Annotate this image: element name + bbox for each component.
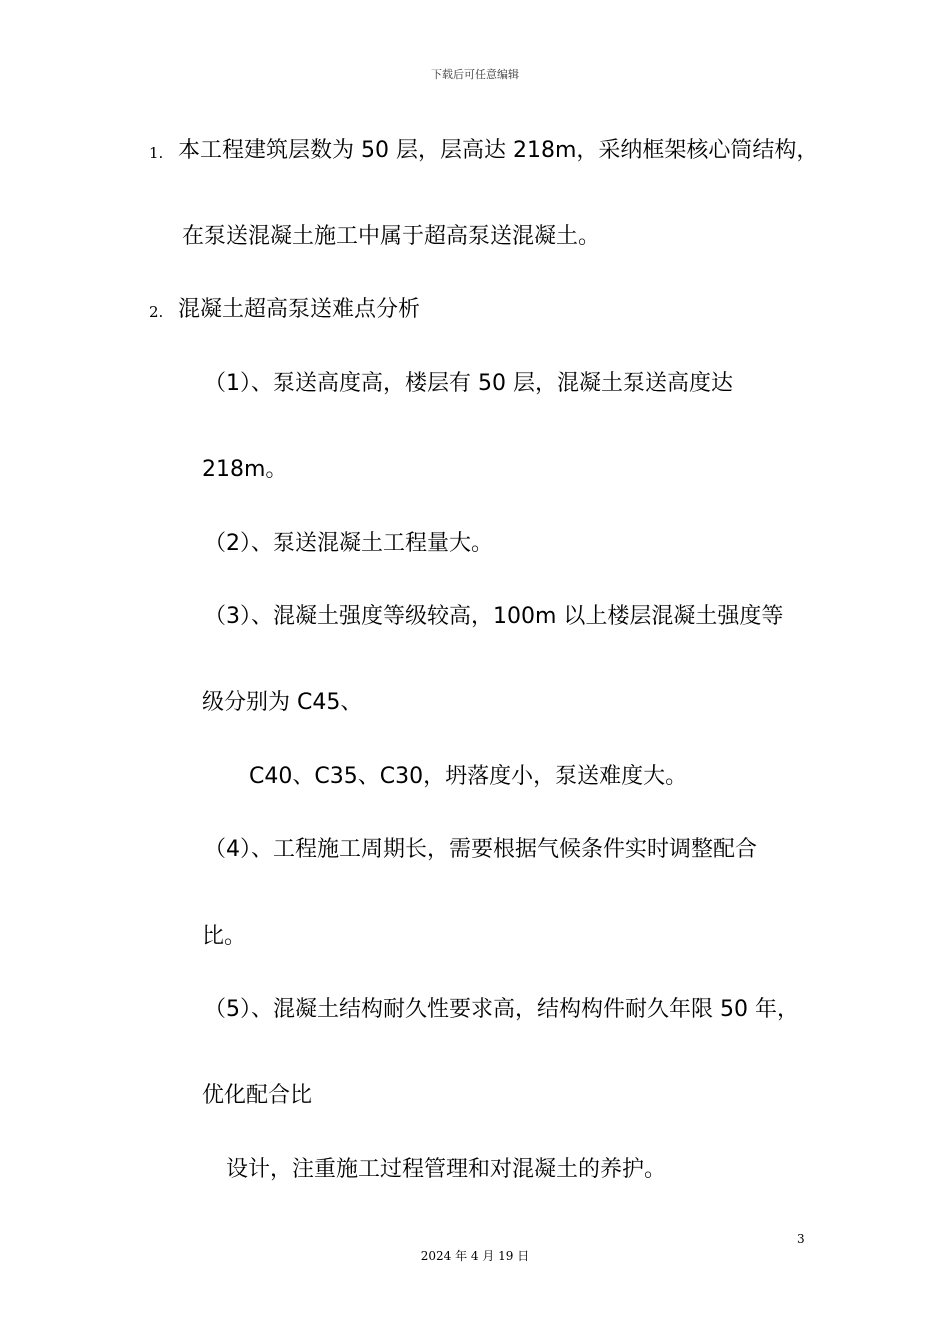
list-number-2: 2. (149, 303, 164, 321)
list-item-1-text: 本工程建筑层数为 50 层，层高达 218m，采纳框架核心筒结构， (178, 138, 819, 163)
point-3-line-3: C40、C35、C30，坍落度小，泵送难度大。 (249, 764, 688, 789)
point-4-line-1: （4）、工程施工周期长，需要根据气候条件实时调整配合 (204, 837, 757, 862)
point-1-line-1: （1）、泵送高度高，楼层有 50 层，混凝土泵送高度达 (204, 371, 733, 396)
point-3-line-1: （3）、混凝土强度等级较高，100m 以上楼层混凝土强度等 (204, 604, 784, 629)
point-5-line-1: （5）、混凝土结构耐久性要求高，结构构件耐久年限 50 年， (204, 997, 799, 1022)
page-header: 下载后可任意编辑 (431, 68, 519, 81)
page-number: 3 (797, 1232, 805, 1246)
list-item-1-continuation: 在泵送混凝土施工中属于超高泵送混凝土。 (182, 224, 601, 249)
point-5-line-2: 优化配合比 (202, 1083, 313, 1108)
point-3-line-2: 级分别为 C45、 (202, 690, 363, 715)
point-4-line-2: 比。 (202, 924, 247, 949)
page-footer-date: 2024 年 4 月 19 日 (420, 1249, 530, 1263)
point-2-line-1: （2）、泵送混凝土工程量大。 (204, 531, 493, 556)
list-number-1: 1. (149, 144, 164, 162)
point-1-line-2: 218m。 (202, 457, 288, 482)
list-item-2-text: 混凝土超高泵送难点分析 (178, 297, 421, 322)
point-5-line-3: 设计，注重施工过程管理和对混凝土的养护。 (226, 1157, 667, 1182)
